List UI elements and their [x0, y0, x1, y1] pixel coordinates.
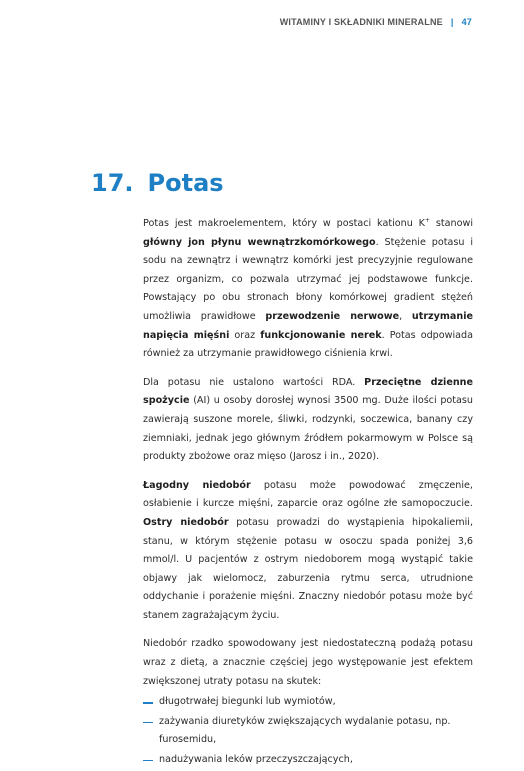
chapter-heading [91, 169, 224, 197]
page-number: 47 [461, 17, 472, 27]
list-item [143, 751, 473, 770]
text-run: potasu prowadzi do wystąpienia hipokaliemii, stanu, w którym stężenie potasu w osoczu spada poniżej 3,6 mmol/l. U pacjentów z ostrym niedoborem mogą wystąpić takie objawy jak wielomocz, zaburzenia rytmu serca, utrudnione oddychanie i porażenie mięśni. Znaczny niedobór potasu może być stanem zagrażającym życiu. [143, 516, 473, 621]
list-item-text: nadużywania leków przeczyszczających, [159, 754, 353, 766]
superscript-plus: + [424, 216, 430, 224]
text-run: stanowi [430, 218, 473, 229]
dash-bullet-icon [143, 702, 153, 703]
list-item-text: zażywania diuretyków zwiększających wydalanie potasu, np. furosemidu, [159, 715, 451, 746]
text-run: . Potas odpowiada również za utrzymanie prawidłowego ciśnienia krwi. [143, 329, 473, 360]
bold-phrase: główny jon płynu wewnątrzkomórkowego [143, 236, 376, 248]
text-run: Dla potasu nie ustalono wartości RDA. [143, 376, 365, 388]
running-header [280, 17, 472, 27]
text-run: potasu może powodować zmęczenie, osłabienie i kurcze mięśni, zaparcie oraz ogólne złe samopoczucie. [143, 479, 473, 510]
bold-phrase: Ostry niedobór [143, 516, 229, 528]
bold-phrase: funkcjonowanie nerek [260, 329, 382, 341]
running-title: WITAMINY I SKŁADNIKI MINERALNE [279, 17, 443, 27]
chapter-number: 17. [91, 169, 134, 197]
list-item [143, 693, 473, 712]
bold-phrase: utrzymanie napięcia mięśni [143, 310, 473, 341]
bold-phrase: Przeciętne dzienne spożycie [143, 376, 473, 407]
chapter-title: Potas [147, 169, 224, 197]
text-run: . Stężenie potasu i sodu na zewnątrz i wewnątrz komórki jest precyzyjnie regulowane przez organizm, co pozwala utrzymać jej podstawowe funkcje. Powstający po obu stronach błony komórkowej gradient stężeń umożliwia prawidłowe [143, 236, 473, 322]
bold-phrase: przewodzenie nerwowe [265, 310, 400, 322]
header-separator: | [450, 17, 454, 27]
list-item-text: długotrwałej biegunki lub wymiotów, [159, 696, 336, 708]
list-item [143, 713, 473, 750]
paragraph-intake [143, 374, 473, 467]
causes-list [143, 693, 473, 769]
paragraph-intro [143, 215, 473, 364]
dash-bullet-icon [143, 722, 153, 723]
text-run: , [399, 310, 412, 322]
paragraph-causes: Niedobór rzadko spowodowany jest niedostateczną podażą potasu wraz z dietą, a znacznie częściej jego występowanie jest efektem zwiększonej utraty potasu na skutek: [143, 638, 473, 687]
paragraph-deficiency [143, 477, 473, 626]
text-run: oraz [229, 329, 261, 341]
dash-bullet-icon [143, 760, 153, 761]
text-run: Potas jest makroelementem, który w postaci kationu K [143, 218, 425, 229]
body-text [143, 215, 473, 771]
text-run: (AI) u osoby dorosłej wynosi 3500 mg. Duże ilości potasu zawierają suszone morele, śliwki, rodzynki, soczewica, banany czy ziemniaki, jednak jego głównym źródłem pokarmowym w Polsce są produkty zbożowe oraz mięso (Jarosz i in., 2020). [143, 395, 473, 463]
bold-phrase: Łagodny niedobór [143, 479, 251, 491]
